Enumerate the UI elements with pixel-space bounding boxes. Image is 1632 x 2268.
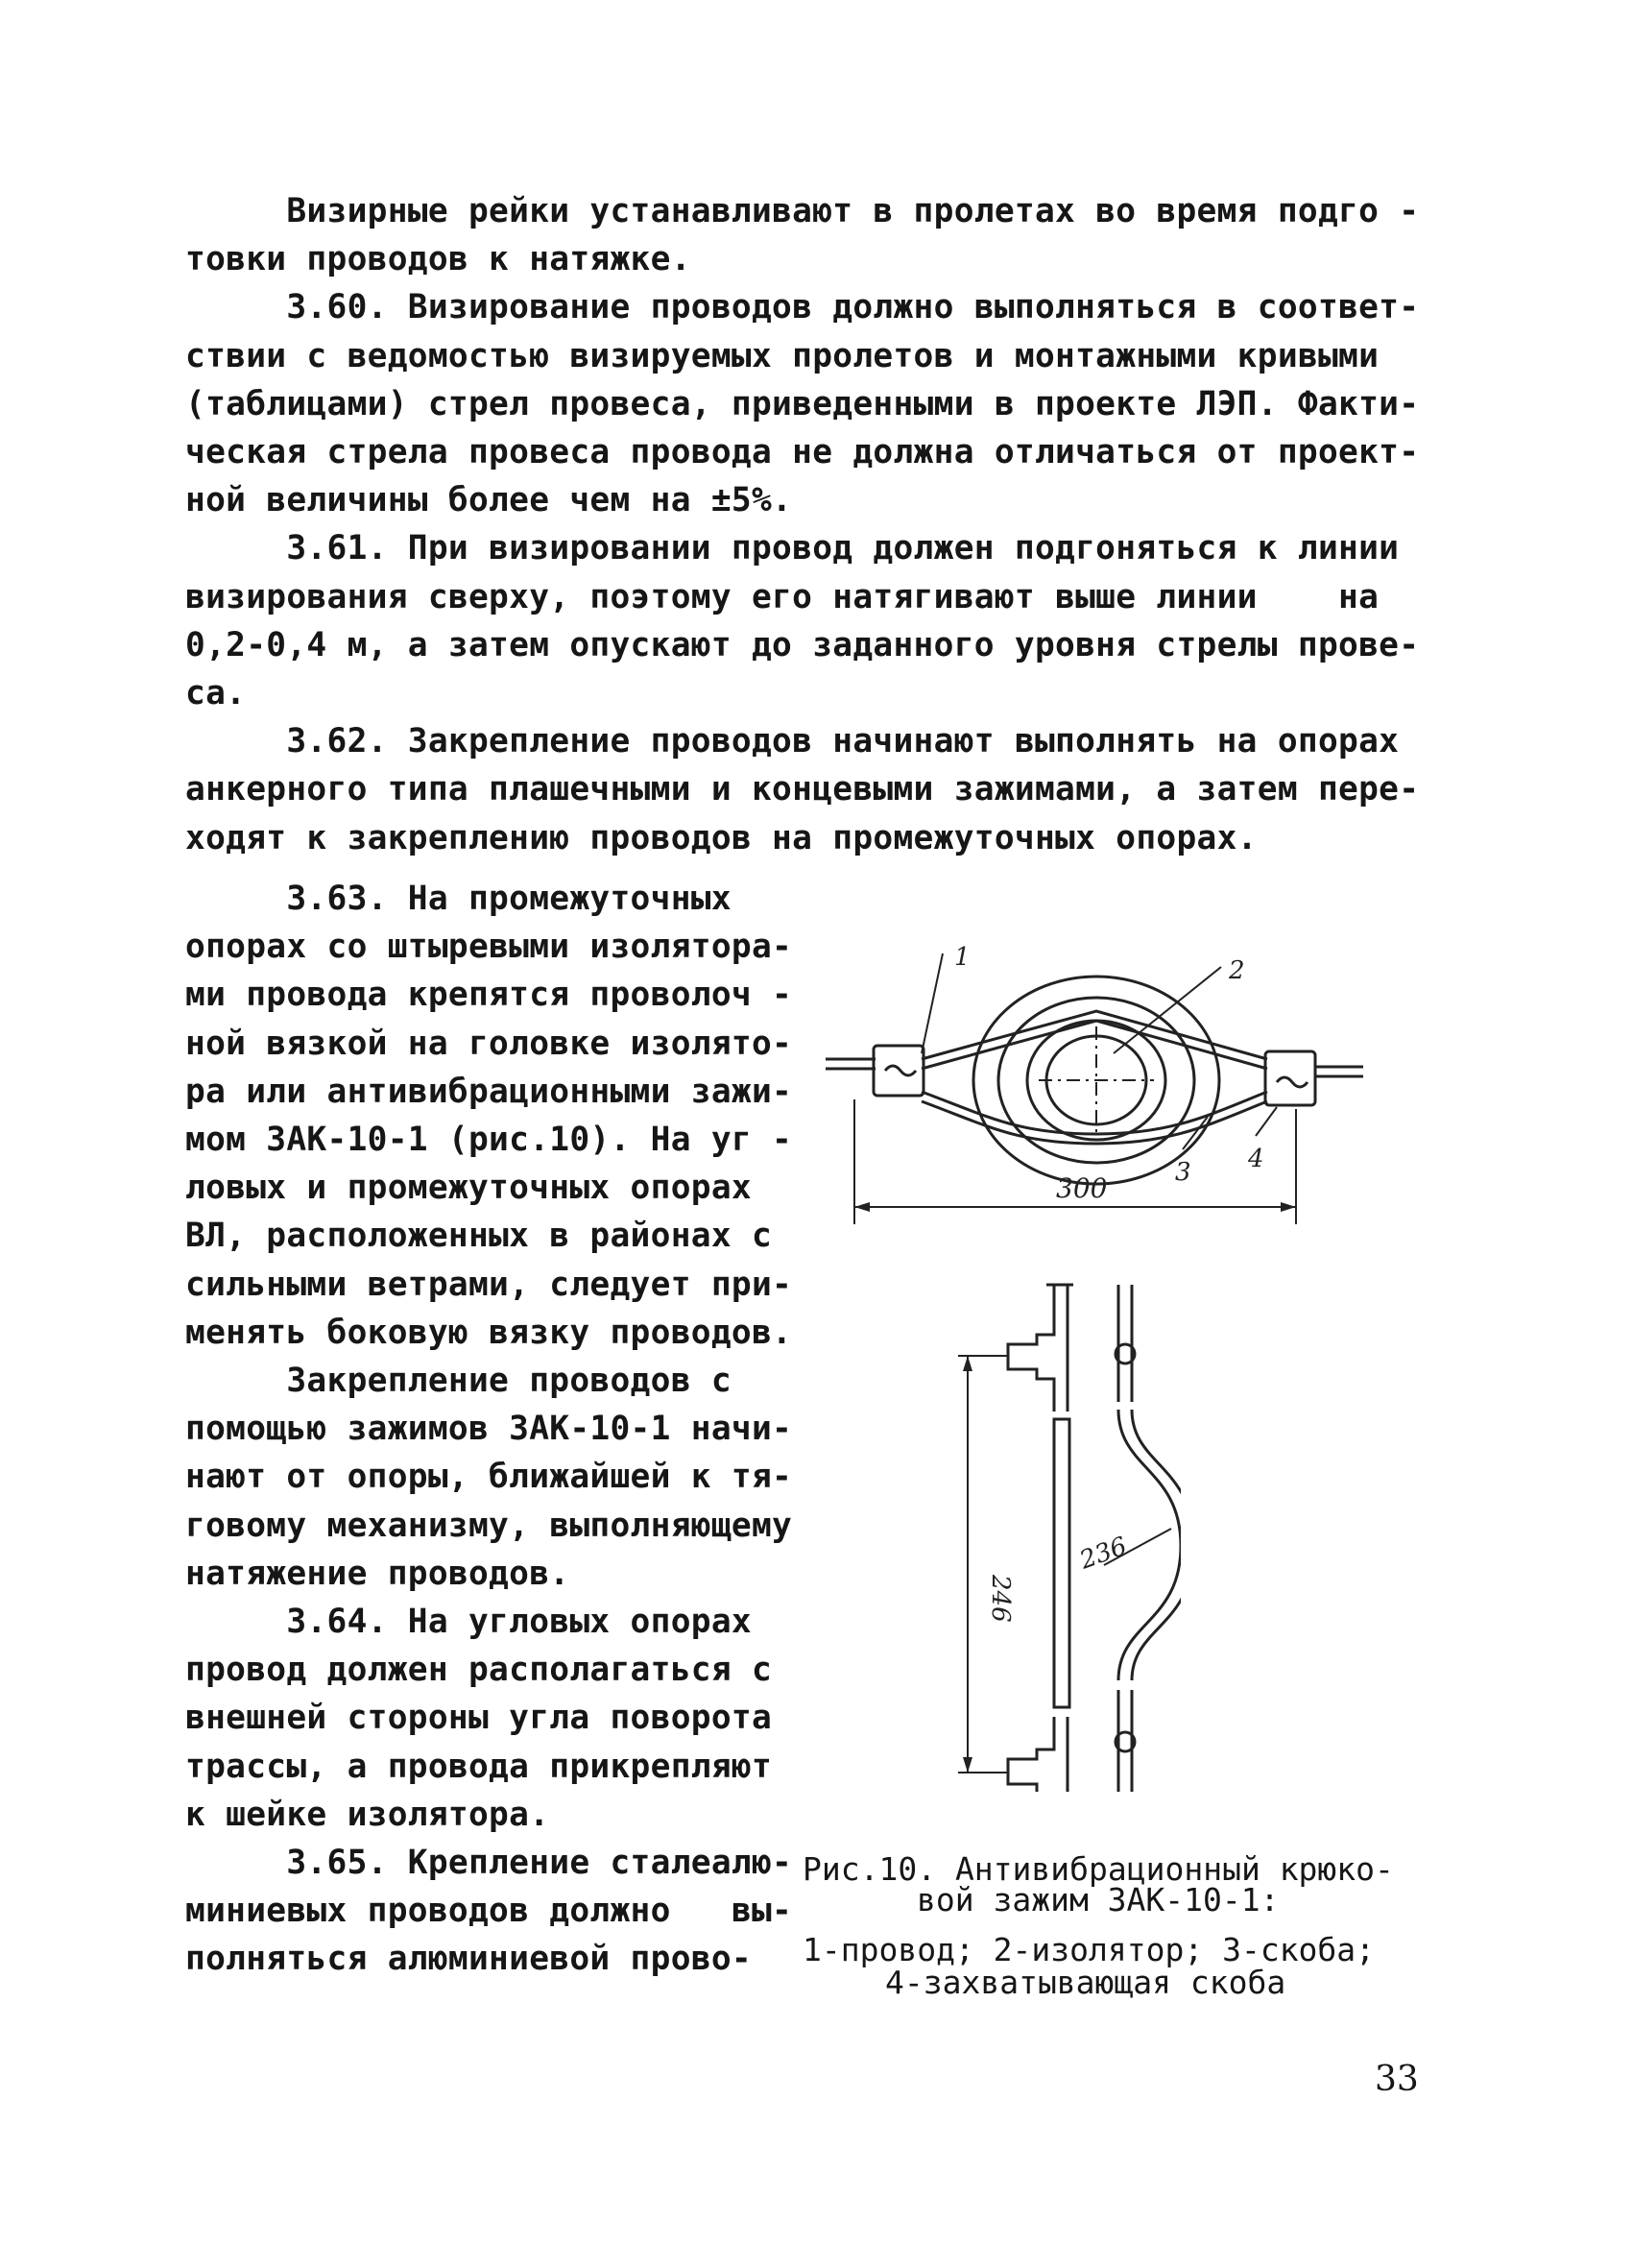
- body-line: ной величины более чем на ±5%.: [185, 481, 793, 520]
- column-line: 3.63. На промежуточных: [185, 880, 732, 918]
- body-line: 0,2-0,4 м, а затем опускают до заданного уровня стрелы прове-: [185, 625, 1420, 664]
- figure-caption-line-3: 1-провод; 2-изолятор; 3-скоба;: [803, 1931, 1376, 1968]
- column-line: к шейке изолятора.: [185, 1795, 550, 1834]
- column-line: ми провода крепятся проволоч -: [185, 976, 793, 1015]
- column-line: провод должен располагаться с: [185, 1651, 773, 1690]
- column-line: полняться алюминиевой прово-: [185, 1940, 752, 1979]
- column-line: ловых и промежуточных опорах: [185, 1169, 752, 1208]
- column-line: говому механизму, выполняющему: [185, 1506, 793, 1545]
- column-line: ра или антивибрационными зажи-: [185, 1072, 793, 1111]
- figure-caption-line-2: вой зажим ЗАК-10-1:: [917, 1881, 1280, 1918]
- figure-dim-246: 246: [986, 1575, 1015, 1623]
- column-line: ной вязкой на головке изолято-: [185, 1024, 793, 1063]
- body-line: визирования сверху, поэтому его натягивают выше линии на: [185, 577, 1380, 616]
- body-line: 3.61. При визировании провод должен подгоняться к линии: [185, 529, 1400, 568]
- column-line: ВЛ, расположенных в районах с: [185, 1217, 773, 1256]
- column-line: помощью зажимов ЗАК-10-1 начи-: [185, 1410, 793, 1449]
- body-line: анкерного типа плашечными и концевыми зажимами, а затем пере-: [185, 770, 1420, 809]
- figure-dim-236: 236: [1075, 1532, 1131, 1576]
- column-line: Закрепление проводов с: [185, 1362, 732, 1400]
- body-line: 3.60. Визирование проводов должно выполняться в соответ-: [185, 288, 1420, 327]
- column-line: 3.65. Крепление сталеалю-: [185, 1844, 793, 1882]
- body-line: ствии с ведомостью визируемых пролетов и монтажными кривыми: [185, 336, 1380, 375]
- figure-label-3: 3: [1175, 1158, 1191, 1187]
- page-number: 33: [1375, 2060, 1419, 2099]
- figure-caption-line-4: 4-захватывающая скоба: [885, 1964, 1286, 2001]
- figure-label-1: 1: [954, 946, 971, 972]
- column-line: опорах со штыревыми изолятора-: [185, 928, 793, 967]
- figure-label-4: 4: [1248, 1145, 1264, 1173]
- body-line: ческая стрела провеса провода не должна отличаться от проект-: [185, 433, 1420, 471]
- body-line: ходят к закреплению проводов на промежуточных опорах.: [185, 818, 1258, 857]
- column-line: мом ЗАК-10-1 (рис.10). На уг -: [185, 1121, 793, 1159]
- body-line: 3.62. Закрепление проводов начинают выполнять на опорах: [185, 722, 1400, 761]
- figure-clamp-top-view: [826, 946, 1373, 1243]
- column-line: сильными ветрами, следует при-: [185, 1265, 793, 1304]
- column-line: 3.64. На угловых опорах: [185, 1603, 752, 1641]
- column-line: трассы, а провода прикрепляют: [185, 1747, 773, 1786]
- figure-clamp-side-views: [950, 1277, 1181, 1796]
- body-line: товки проводов к натяжке.: [185, 240, 691, 279]
- column-line: внешней стороны угла поворота: [185, 1699, 773, 1738]
- column-line: менять боковую вязку проводов.: [185, 1313, 793, 1352]
- column-line: натяжение проводов.: [185, 1554, 570, 1593]
- figure-dim-300: 300: [1056, 1172, 1108, 1204]
- body-line: (таблицами) стрел провеса, приведенными в проекте ЛЭП. Факти-: [185, 384, 1420, 423]
- body-line: Визирные рейки устанавливают в пролетах во время подго -: [185, 192, 1420, 230]
- figure-caption-line-1: Рис.10. Антивибрационный крюко-: [803, 1850, 1394, 1888]
- column-line: миниевых проводов должно вы-: [185, 1892, 793, 1931]
- figure-label-2: 2: [1229, 956, 1245, 985]
- body-line: са.: [185, 674, 247, 712]
- column-line: нают от опоры, ближайшей к тя-: [185, 1458, 793, 1497]
